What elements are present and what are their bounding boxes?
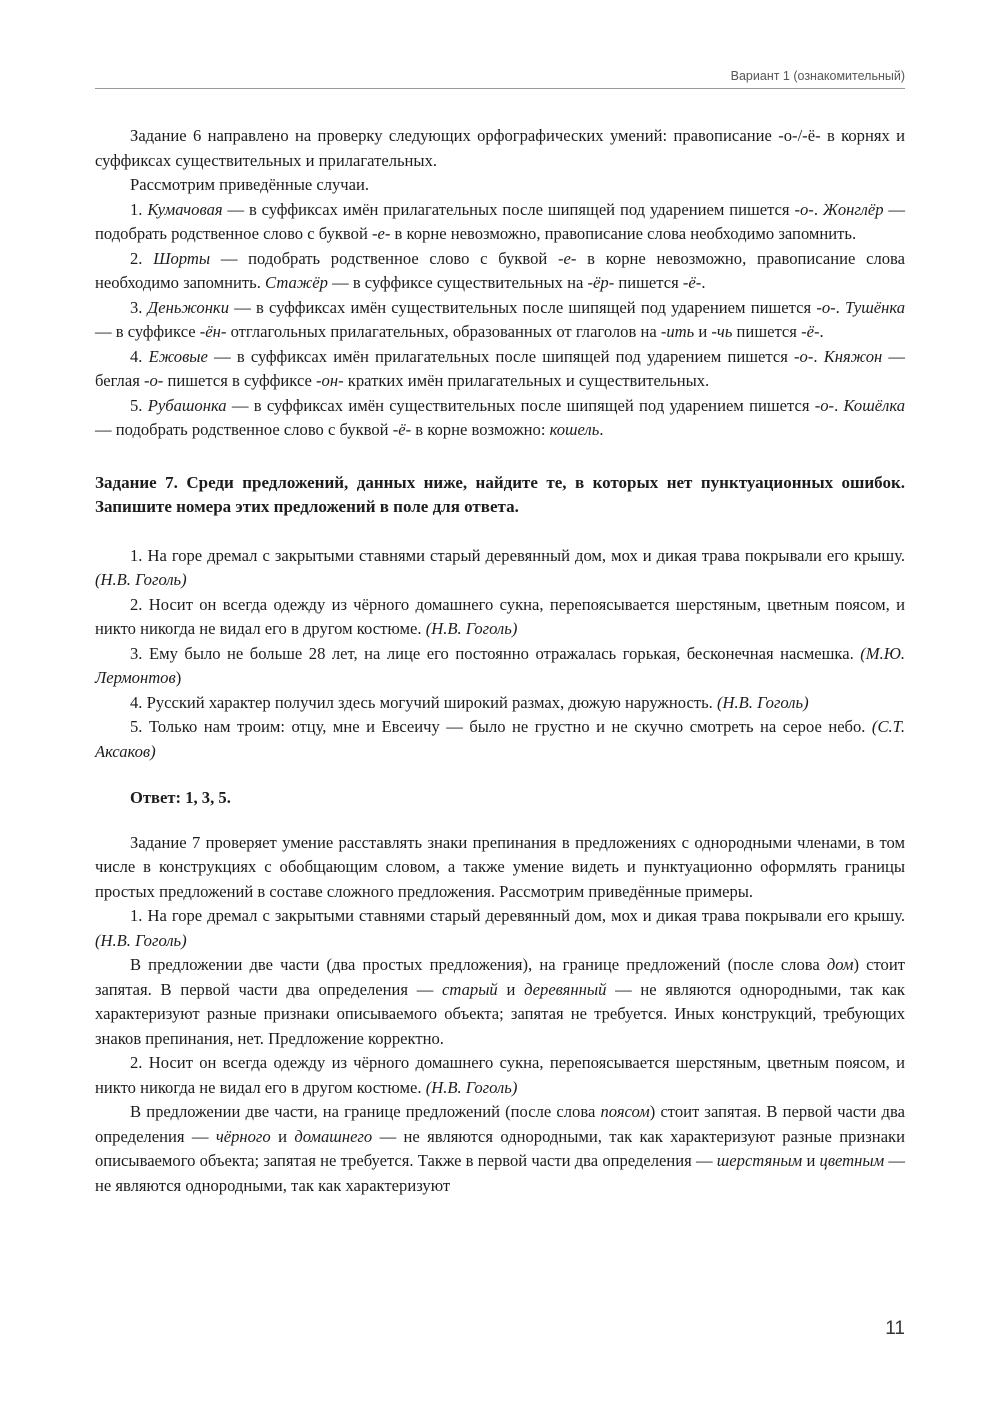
task6-case-3: 3. Деньжонки — в суффиксах имён существительных после шипящей под ударением пишется -о-. Тушёнка — в суффиксе -ён- отглагольных прилагательных, образованных от глаголов на -ить и -чь пишется -ё-. — [95, 297, 905, 341]
task7-sentence-2: 2. Носит он всегда одежду из чёрного домашнего сукна, перепоясывается шерстяным, цветным поясом, и никто никогда не видал его в другом костюме. (Н.В. Гоголь) — [95, 594, 905, 638]
page-content — [95, 124, 905, 1198]
task7-sentence-1: 1. На горе дремал с закрытыми ставнями старый деревянный дом, мох и дикая трава покрывали его крышу. (Н.В. Гоголь) — [95, 545, 905, 589]
page-number: 11 — [885, 1318, 905, 1339]
task6-case-1: 1. Кумачовая — в суффиксах имён прилагательных после шипящей под ударением пишется -о-. Жонглёр — подобрать родственное слово с буквой -е- в корне невозможно, правописание слова необходимо запомнить. — [95, 199, 906, 243]
task7-example-2: 2. Носит он всегда одежду из чёрного домашнего сукна, перепоясывается шерстяным, цветным поясом, и никто никогда не видал его в другом костюме. (Н.В. Гоголь) — [95, 1053, 905, 1097]
task7-example-1: 1. На горе дремал с закрытыми ставнями старый деревянный дом, мох и дикая трава покрывали его крышу. (Н.В. Гоголь) — [95, 906, 905, 950]
running-title: Вариант 1 (ознакомительный) — [730, 69, 905, 83]
task7-example-1-comment: В предложении две части (два простых предложения), на границе предложений (после слова дом) стоит запятая. В первой части два определения — старый и деревянный — не являются однородными, так как характеризуют разные признаки описываемого объекта; запятая не требуется. Иных конструкций, требующих знаков препинания, нет. Предложение корректно. — [95, 955, 905, 1048]
task6-case-5: 5. Рубашонка — в суффиксах имён существительных после шипящей под ударением пишется -о-. Кошёлка — подобрать родственное слово с буквой -ё- в корне возможно: кошель. — [95, 395, 905, 439]
task7-answer: Ответ: 1, 3, 5. — [130, 788, 231, 807]
task6-intro: Задание 6 направлено на проверку следующих орфографических умений: правописание -о-/-ё- в корнях и суффиксах существительных и прилагательных. — [95, 126, 905, 170]
task6-case-4: 4. Ежовые — в суффиксах имён прилагательных после шипящей под ударением пишется -о-. Княжон — беглая -о- пишется в суффиксе -он- кратких имён прилагательных и существительных. — [95, 346, 905, 390]
task7-title: Задание 7. Среди предложений, данных ниже, найдите те, в которых нет пунктуационных ошибок. Запишите номера этих предложений в поле для ответа. — [95, 472, 905, 516]
task7-example-2-comment: В предложении две части, на границе предложений (после слова поясом) стоит запятая. В первой части два определения — чёрного и домашнего — не являются однородными, так как характеризуют разные признаки описываемого объекта; запятая не требуется. Также в первой части два определения — шерстяным и цветным — не являются однородными, так как характеризуют — [95, 1102, 905, 1195]
task6-case-2: 2. Шорты — подобрать родственное слово с буквой -е- в корне невозможно, правописание слова необходимо запомнить. Стажёр — в суффиксе существительных на -ёр- пишется -ё-. — [95, 248, 905, 292]
task7-sentence-4: 4. Русский характер получил здесь могучий широкий размах, дюжую наружность. (Н.В. Гоголь) — [130, 692, 809, 712]
task7-explanation-intro: Задание 7 проверяет умение расставлять знаки препинания в предложениях с однородными членами, в том числе в конструкциях с обобщающим словом, а также умение видеть и пунктуационно оформлять границы простых предложений в составе сложного предложения. Рассмотрим приведённые примеры. — [95, 832, 905, 901]
running-header — [95, 64, 905, 89]
task6-intro-2: Рассмотрим приведённые случаи. — [130, 175, 370, 194]
task7-sentence-5: 5. Только нам троим: отцу, мне и Евсеичу — было не грустно и не скучно смотреть на серое небо. (С.Т. Аксаков) — [95, 717, 905, 761]
task7-sentence-3: 3. Ему было не больше 28 лет, на лице его постоянно отражалась горькая, бесконечная насмешка. (М.Ю. Лермонтов) — [95, 643, 905, 687]
